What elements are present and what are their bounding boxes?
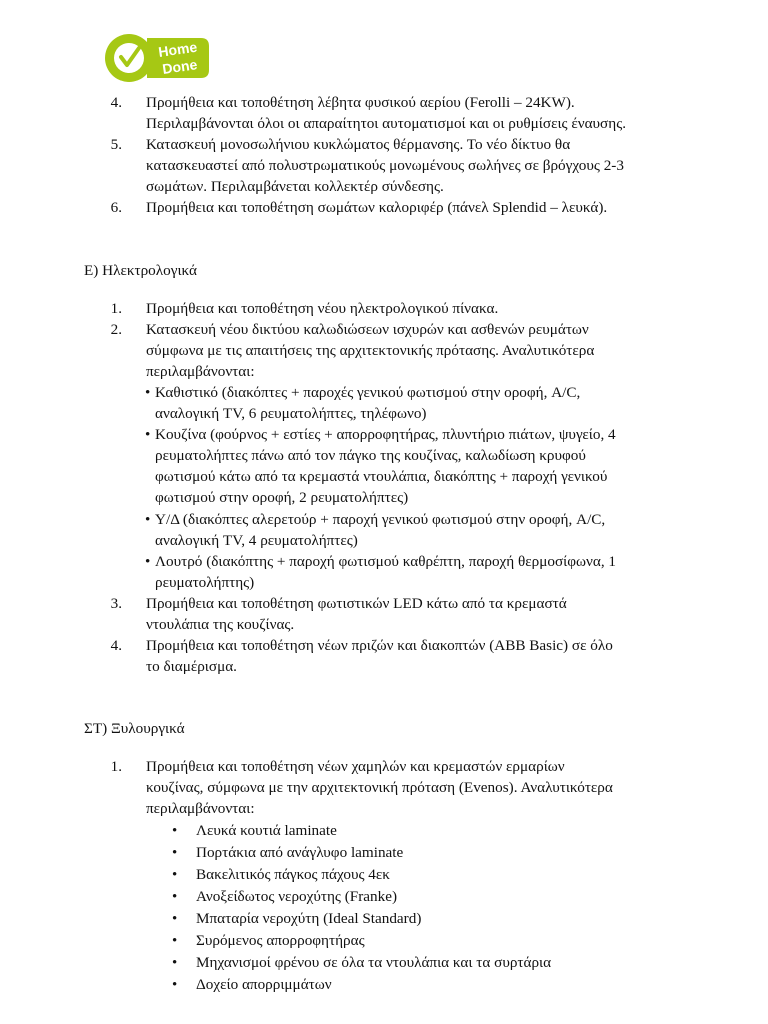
list-number: 1.: [110, 300, 122, 317]
list-text: Κατασκευή νέου δικτύου καλωδιώσεων ισχυρών και ασθενών ρευμάτων: [146, 321, 589, 338]
bullet-text: ρευματολήπτες πάνω από τον πάγκο της κουζίνας, καλωδίωση κρυφού: [155, 447, 586, 464]
list-text: περιλαμβάνονται:: [146, 800, 255, 817]
list-text: κατασκευαστεί από πολυστρωματικούς μονωμένους σωλήνες σε βρόγχους 2-3: [146, 157, 624, 174]
bullet-text: ρευματολήπτης): [155, 574, 255, 591]
list-text: Προμήθεια και τοποθέτηση νέου ηλεκτρολογικού πίνακα.: [146, 300, 499, 317]
bullet-icon: •: [172, 933, 178, 949]
bullet-icon: •: [145, 426, 151, 443]
list-text: ντουλάπια της κουζίνας.: [146, 616, 295, 633]
bullet-text: Ανοξείδωτος νεροχύτης (Franke): [196, 888, 398, 905]
list-number: 6.: [110, 199, 122, 216]
bullet-icon: •: [172, 889, 178, 905]
bullet-icon: •: [172, 823, 178, 839]
bullet-icon: •: [172, 867, 178, 883]
bullet-icon: •: [145, 511, 151, 528]
list-text: Προμήθεια και τοποθέτηση λέβητα φυσικού αερίου (Ferolli – 24KW).: [146, 94, 575, 111]
bullet-text: αναλογική TV, 6 ρευματολήπτες, τηλέφωνο): [155, 405, 427, 422]
bullet-text: Λουτρό (διακόπτης + παροχή φωτισμού καθρέπτη, παροχή θερμοσίφωνα, 1: [155, 553, 617, 570]
list-text: σύμφωνα με τις απαιτήσεις της αρχιτεκτονικής πρότασης. Αναλυτικότερα: [146, 342, 595, 359]
bullet-text: αναλογική TV, 4 ρευματολήπτες): [155, 532, 358, 549]
section-heading-electrical: Ε) Ηλεκτρολογικά: [84, 262, 198, 279]
list-number: 4.: [110, 94, 122, 111]
bullet-text: Δοχείο απορριμμάτων: [196, 976, 332, 993]
bullet-text: Πορτάκια από ανάγλυφο laminate: [196, 844, 404, 861]
bullet-icon: •: [172, 845, 178, 861]
section-heading-carpentry: ΣΤ) Ξυλουργικά: [84, 720, 185, 737]
list-text: Προμήθεια και τοποθέτηση σωμάτων καλοριφέρ (πάνελ Splendid – λευκά).: [146, 199, 608, 216]
list-text: Προμήθεια και τοποθέτηση νέων πριζών και διακοπτών (ABB Basic) σε όλο: [146, 637, 613, 654]
svg-text:Done: Done: [161, 56, 199, 77]
list-number: 4.: [110, 637, 122, 654]
list-number: 2.: [110, 321, 122, 338]
bullet-text: Μπαταρία νεροχύτη (Ideal Standard): [196, 910, 422, 927]
homedone-logo: [103, 26, 215, 90]
bullet-text: Υ/Δ (διακόπτες αλερετούρ + παροχή γενικού φωτισμού στην οροφή, A/C,: [155, 511, 606, 528]
list-text: Περιλαμβάνονται όλοι οι απαραίτητοι αυτοματισμοί και οι ρυθμίσεις έναυσης.: [146, 115, 627, 132]
svg-text:Home: Home: [157, 38, 199, 60]
list-text: Προμήθεια και τοποθέτηση νέων χαμηλών και κρεμαστών ερμαρίων: [146, 758, 565, 775]
list-number: 5.: [110, 136, 122, 153]
list-text: Κατασκευή μονοσωλήνιου κυκλώματος θέρμανσης. Το νέο δίκτυο θα: [146, 136, 571, 153]
bullet-icon: •: [145, 384, 151, 401]
bullet-text: Μηχανισμοί φρένου σε όλα τα ντουλάπια και τα συρτάρια: [196, 954, 552, 971]
bullet-icon: •: [172, 977, 178, 993]
bullet-text: Κουζίνα (φούρνος + εστίες + απορροφητήρας, πλυντήριο πιάτων, ψυγείο, 4: [155, 426, 616, 443]
list-text: κουζίνας, σύμφωνα με την αρχιτεκτονική πρόταση (Evenos). Αναλυτικότερα: [146, 779, 613, 796]
list-text: περιλαμβάνονται:: [146, 363, 255, 380]
list-text: σωμάτων. Περιλαμβάνεται κολλεκτέρ σύνδεσης.: [146, 178, 444, 195]
bullet-icon: •: [172, 911, 178, 927]
bullet-text: φωτισμού κάτω από τα κρεμαστά ντουλάπια, διακόπτης + παροχή γενικού: [155, 468, 608, 485]
list-text: το διαμέρισμα.: [146, 658, 237, 675]
bullet-text: Συρόμενος απορροφητήρας: [196, 932, 365, 949]
bullet-icon: •: [145, 553, 151, 570]
bullet-text: Βακελιτικός πάγκος πάχους 4εκ: [196, 866, 390, 883]
bullet-text: Λευκά κουτιά laminate: [196, 822, 337, 839]
bullet-text: φωτισμού στην οροφή, 2 ρευματολήπτες): [155, 489, 409, 506]
list-number: 1.: [110, 758, 122, 775]
bullet-text: Καθιστικό (διακόπτες + παροχές γενικού φωτισμού στην οροφή, A/C,: [155, 384, 581, 401]
list-text: Προμήθεια και τοποθέτηση φωτιστικών LED κάτω από τα κρεμαστά: [146, 595, 567, 612]
bullet-icon: •: [172, 955, 178, 971]
list-number: 3.: [110, 595, 122, 612]
